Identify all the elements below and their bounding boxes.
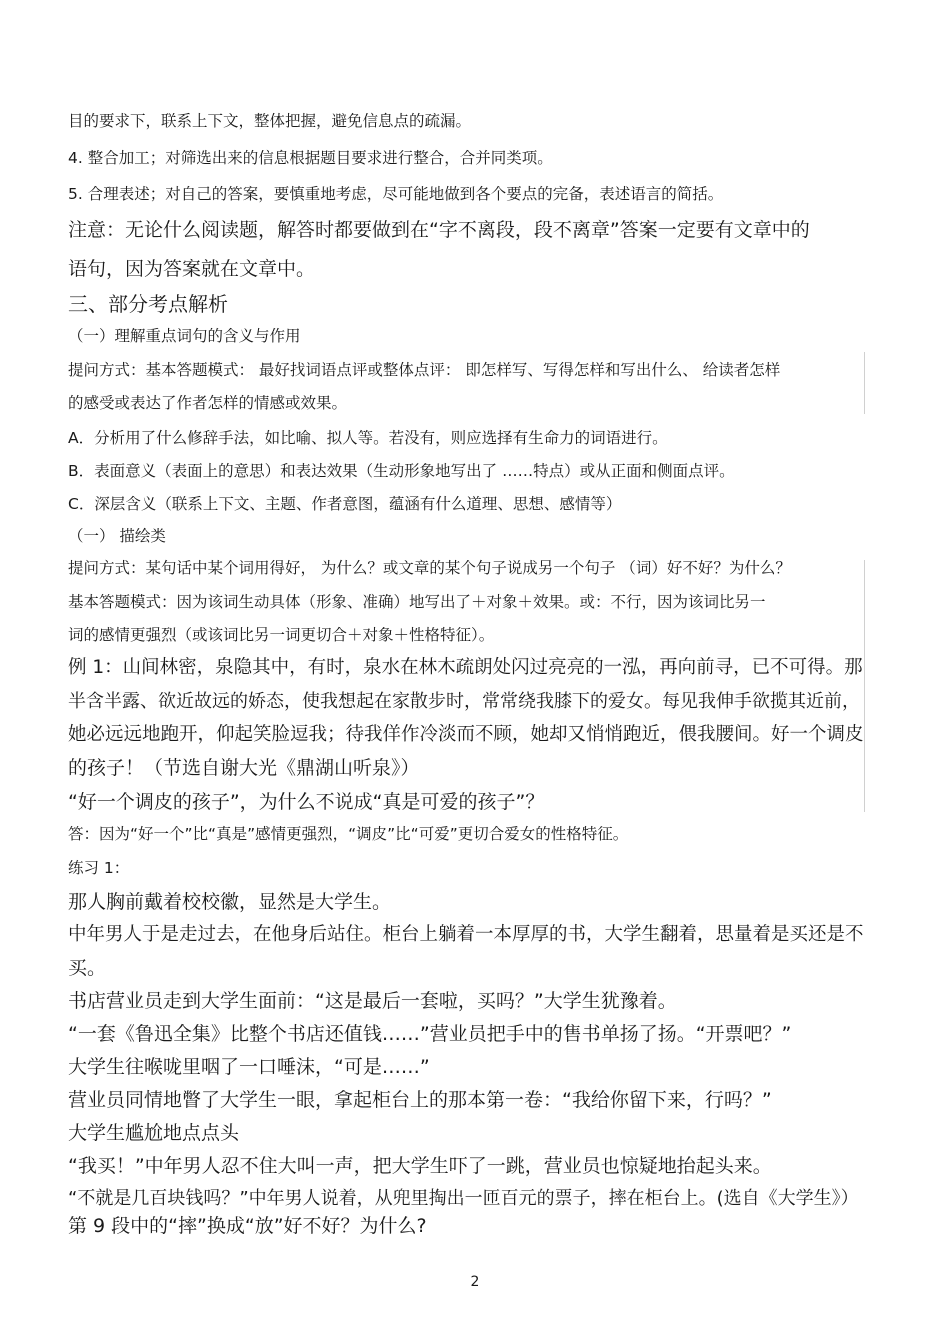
text-line: 4. 整合加工；对筛选出来的信息根据题目要求进行整合，合并同类项。 (68, 149, 553, 167)
text-line: B．表面意义（表面上的意思）和表达效果（生动形象地写出了 ……特点）或从正面和侧面点评。 (68, 462, 735, 480)
text-line: 提问方式：某句话中某个词用得好， 为什么？或文章的某个句子说成另一个句子 （词）好不好？为什么？ (68, 559, 791, 577)
margin-rule (864, 560, 865, 812)
passage-line: 那人胸前戴着校校徽，显然是大学生。 (68, 891, 392, 913)
text-line: 5. 合理表述；对自己的答案，要慎重地考虑，尽可能地做到各个要点的完备，表述语言的简括。 (68, 185, 724, 203)
example-line: 的孩子！（节选自谢大光《鼎湖山听泉》） (68, 757, 420, 779)
margin-rule (864, 352, 865, 414)
text-line: C．深层含义（联系上下文、主题、作者意图，蕴涵有什么道理、思想、感情等） (68, 495, 622, 513)
text-line: 的感受或表达了作者怎样的情感或效果。 (68, 394, 348, 412)
text-line: 练习 1： (68, 859, 130, 877)
example-line: 半含半露、欲近故远的娇态，使我想起在家散步时，常常绕我膝下的爱女。每见我伸手欲揽其近前， (68, 691, 860, 712)
subsection-heading: （一）理解重点词句的含义与作用 (68, 327, 301, 345)
passage-line: “不就是几百块钱吗？”中年男人说着，从兜里掏出一匝百元的票子，摔在柜台上。(选自《大学生》） (68, 1188, 859, 1209)
passage-line: 大学生尴尬地点点头 (68, 1122, 240, 1144)
text-line: 答：因为“好一个”比“真是”感情更强烈，“调皮”比“可爱”更切合爱女的性格特征。 (68, 825, 629, 843)
subsection-heading: （一） 描绘类 (68, 527, 166, 545)
page-number: 2 (470, 1274, 480, 1290)
text-line: 提问方式：基本答题模式： 最好找词语点评或整体点评： 即怎样写、写得怎样和写出什么、 给读者怎样 (68, 361, 781, 379)
text-line: 词的感情更强烈（或该词比另一词更切合＋对象＋性格特征）。 (68, 626, 495, 644)
text-line: 基本答题模式：因为该词生动具体（形象、准确）地写出了＋对象＋效果。或：不行，因为该词比另一 (68, 593, 766, 611)
question-line: 第 9 段中的“摔”换成“放”好不好？为什么? (68, 1215, 427, 1237)
passage-line: “一套《鲁迅全集》比整个书店还值钱……”营业员把手中的售书单扬了扬。“开票吧？” (68, 1023, 792, 1045)
passage-line: 买。 (68, 957, 107, 979)
passage-line: 书店营业员走到大学生面前：“这是最后一套啦，买吗？”大学生犹豫着。 (68, 990, 677, 1012)
text-line: A．分析用了什么修辞手法，如比喻、拟人等。若没有，则应选择有生命力的词语进行。 (68, 429, 668, 447)
note-line: 语句，因为答案就在文章中。 (68, 258, 316, 280)
example-line: 例 1：山间林密，泉隐其中，有时，泉水在林木疏朗处闪过亮亮的一泓，再向前寻，已不可得。那 (68, 657, 863, 678)
example-line: 她必远远地跑开，仰起笑脸逗我；待我佯作冷淡而不顾，她却又悄悄跑近，偎我腰间。好一个调皮 (68, 724, 864, 745)
passage-line: 大学生往喉咙里咽了一口唾沫，“可是……” (68, 1056, 430, 1078)
passage-line: 中年男人于是走过去，在他身后站住。柜台上躺着一本厚厚的书，大学生翻着，思量着是买还是不 (68, 924, 864, 945)
example-line: “好一个调皮的孩子”，为什么不说成“真是可爱的孩子”？ (68, 791, 545, 813)
passage-line: “我买！”中年男人忍不住大叫一声，把大学生吓了一跳，营业员也惊疑地抬起头来。 (68, 1155, 772, 1177)
text-line: 目的要求下，联系上下文，整体把握，避免信息点的疏漏。 (68, 112, 472, 130)
passage-line: 营业员同情地瞥了大学生一眼，拿起柜台上的那本第一卷：“我给你留下来，行吗？” (68, 1089, 772, 1111)
section-heading: 三、部分考点解析 (68, 292, 228, 316)
note-line: 注意：无论什么阅读题，解答时都要做到在“字不离段，段不离章”答案一定要有文章中的 (68, 219, 810, 241)
